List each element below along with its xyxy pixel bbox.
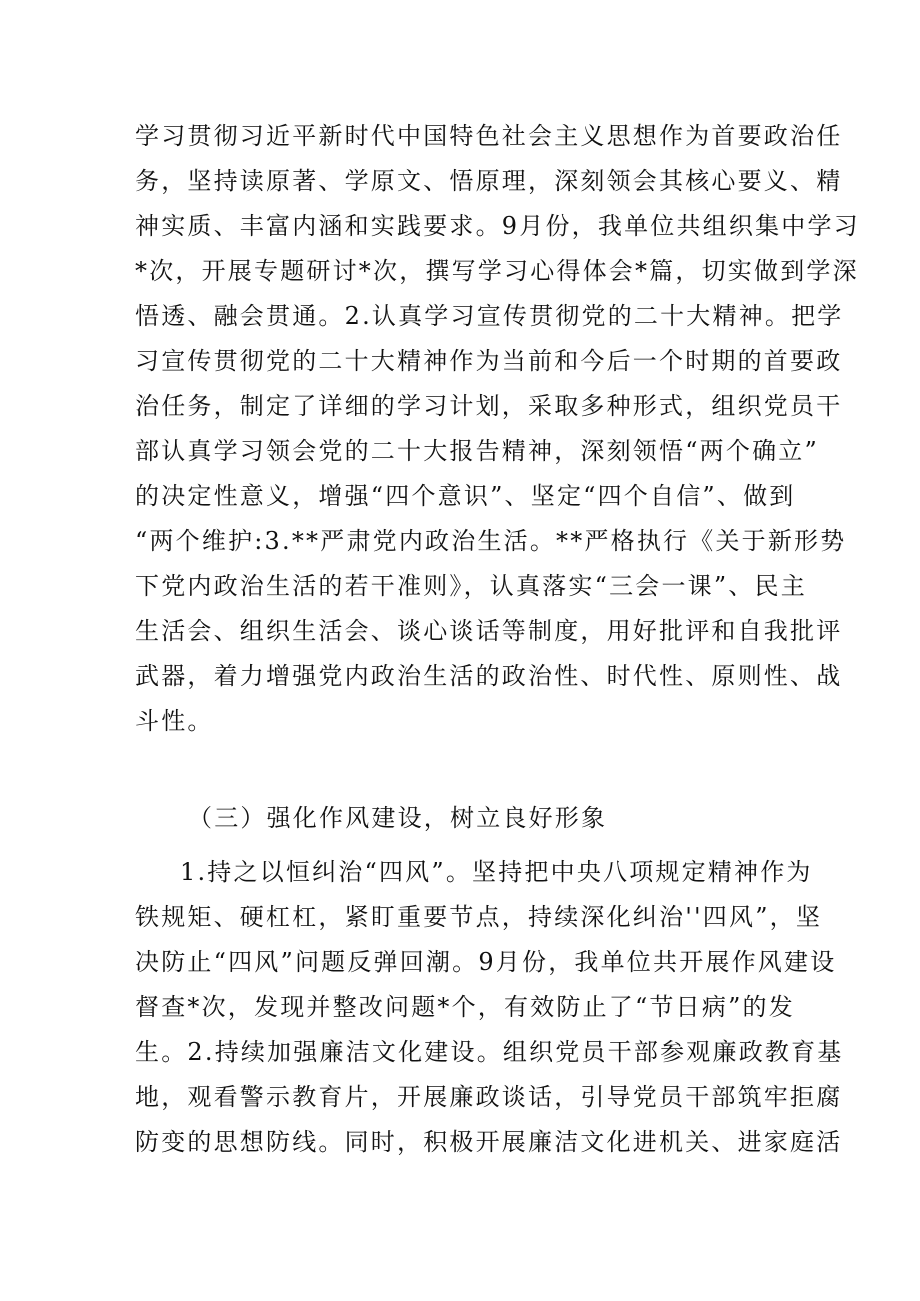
text-line: 务，坚持读原著、学原文、悟原理，深刻领会其核心要义、精 — [135, 167, 843, 195]
section-heading: （三）强化作风建设，树立良好形象 — [188, 804, 608, 832]
text-line: 习宣传贯彻党的二十大精神作为当前和今后一个时期的首要政 — [135, 347, 843, 375]
text-line: 斗性。 — [135, 707, 214, 735]
text-line: 武器，着力增强党内政治生活的政治性、时代性、原则性、战 — [135, 662, 843, 690]
text-line: 神实质、丰富内涵和实践要求。9月份，我单位共组织集中学习 — [135, 212, 860, 240]
text-line: 治任务，制定了详细的学习计划，采取多种形式，组织党员干 — [135, 392, 843, 420]
text-line: 地，观看警示教育片，开展廉政谈话，引导党员干部筑牢拒腐 — [135, 1083, 843, 1111]
text-line: 生。2.持续加强廉洁文化建设。组织党员干部参观廉政教育基 — [135, 1038, 844, 1066]
text-line: “两个维护:3.**严肃党内政治生活。**严格执行《关于新形势 — [135, 527, 847, 555]
text-line: 学习贯彻习近平新时代中国特色社会主义思想作为首要政治任 — [135, 122, 843, 150]
paragraph-work-style — [135, 850, 844, 1165]
text-line: 的决定性意义，增强“四个意识”、坚定“四个自信”、做到 — [135, 482, 796, 510]
text-line: 1.持之以恒纠治“四风”。坚持把中央八项规定精神作为 — [180, 858, 813, 886]
text-line: 督查*次，发现并整改问题*个，有效防止了“节日病”的发 — [135, 993, 795, 1021]
text-line: *次，开展专题研讨*次，撰写学习心得体会*篇，切实做到学深 — [135, 257, 859, 285]
text-line: 生活会、组织生活会、谈心谈话等制度，用好批评和自我批评 — [135, 617, 843, 645]
text-line: 防变的思想防线。同时，积极开展廉洁文化进机关、进家庭活 — [135, 1128, 843, 1156]
text-line: 铁规矩、硬杠杠，紧盯重要节点，持续深化纠治''四风”，坚 — [135, 903, 823, 931]
paragraph-party-study — [135, 114, 860, 744]
text-line: 悟透、融会贯通。2.认真学习宣传贯彻党的二十大精神。把学 — [135, 302, 844, 330]
text-line: 决防止“四风”问题反弹回潮。9月份，我单位共开展作风建设 — [135, 948, 837, 976]
text-line: 下党内政治生活的若干准则》，认真落实“三会一课”、民主 — [135, 572, 807, 600]
text-line: 部认真学习领会党的二十大报告精神，深刻领悟“两个确立” — [135, 437, 819, 465]
